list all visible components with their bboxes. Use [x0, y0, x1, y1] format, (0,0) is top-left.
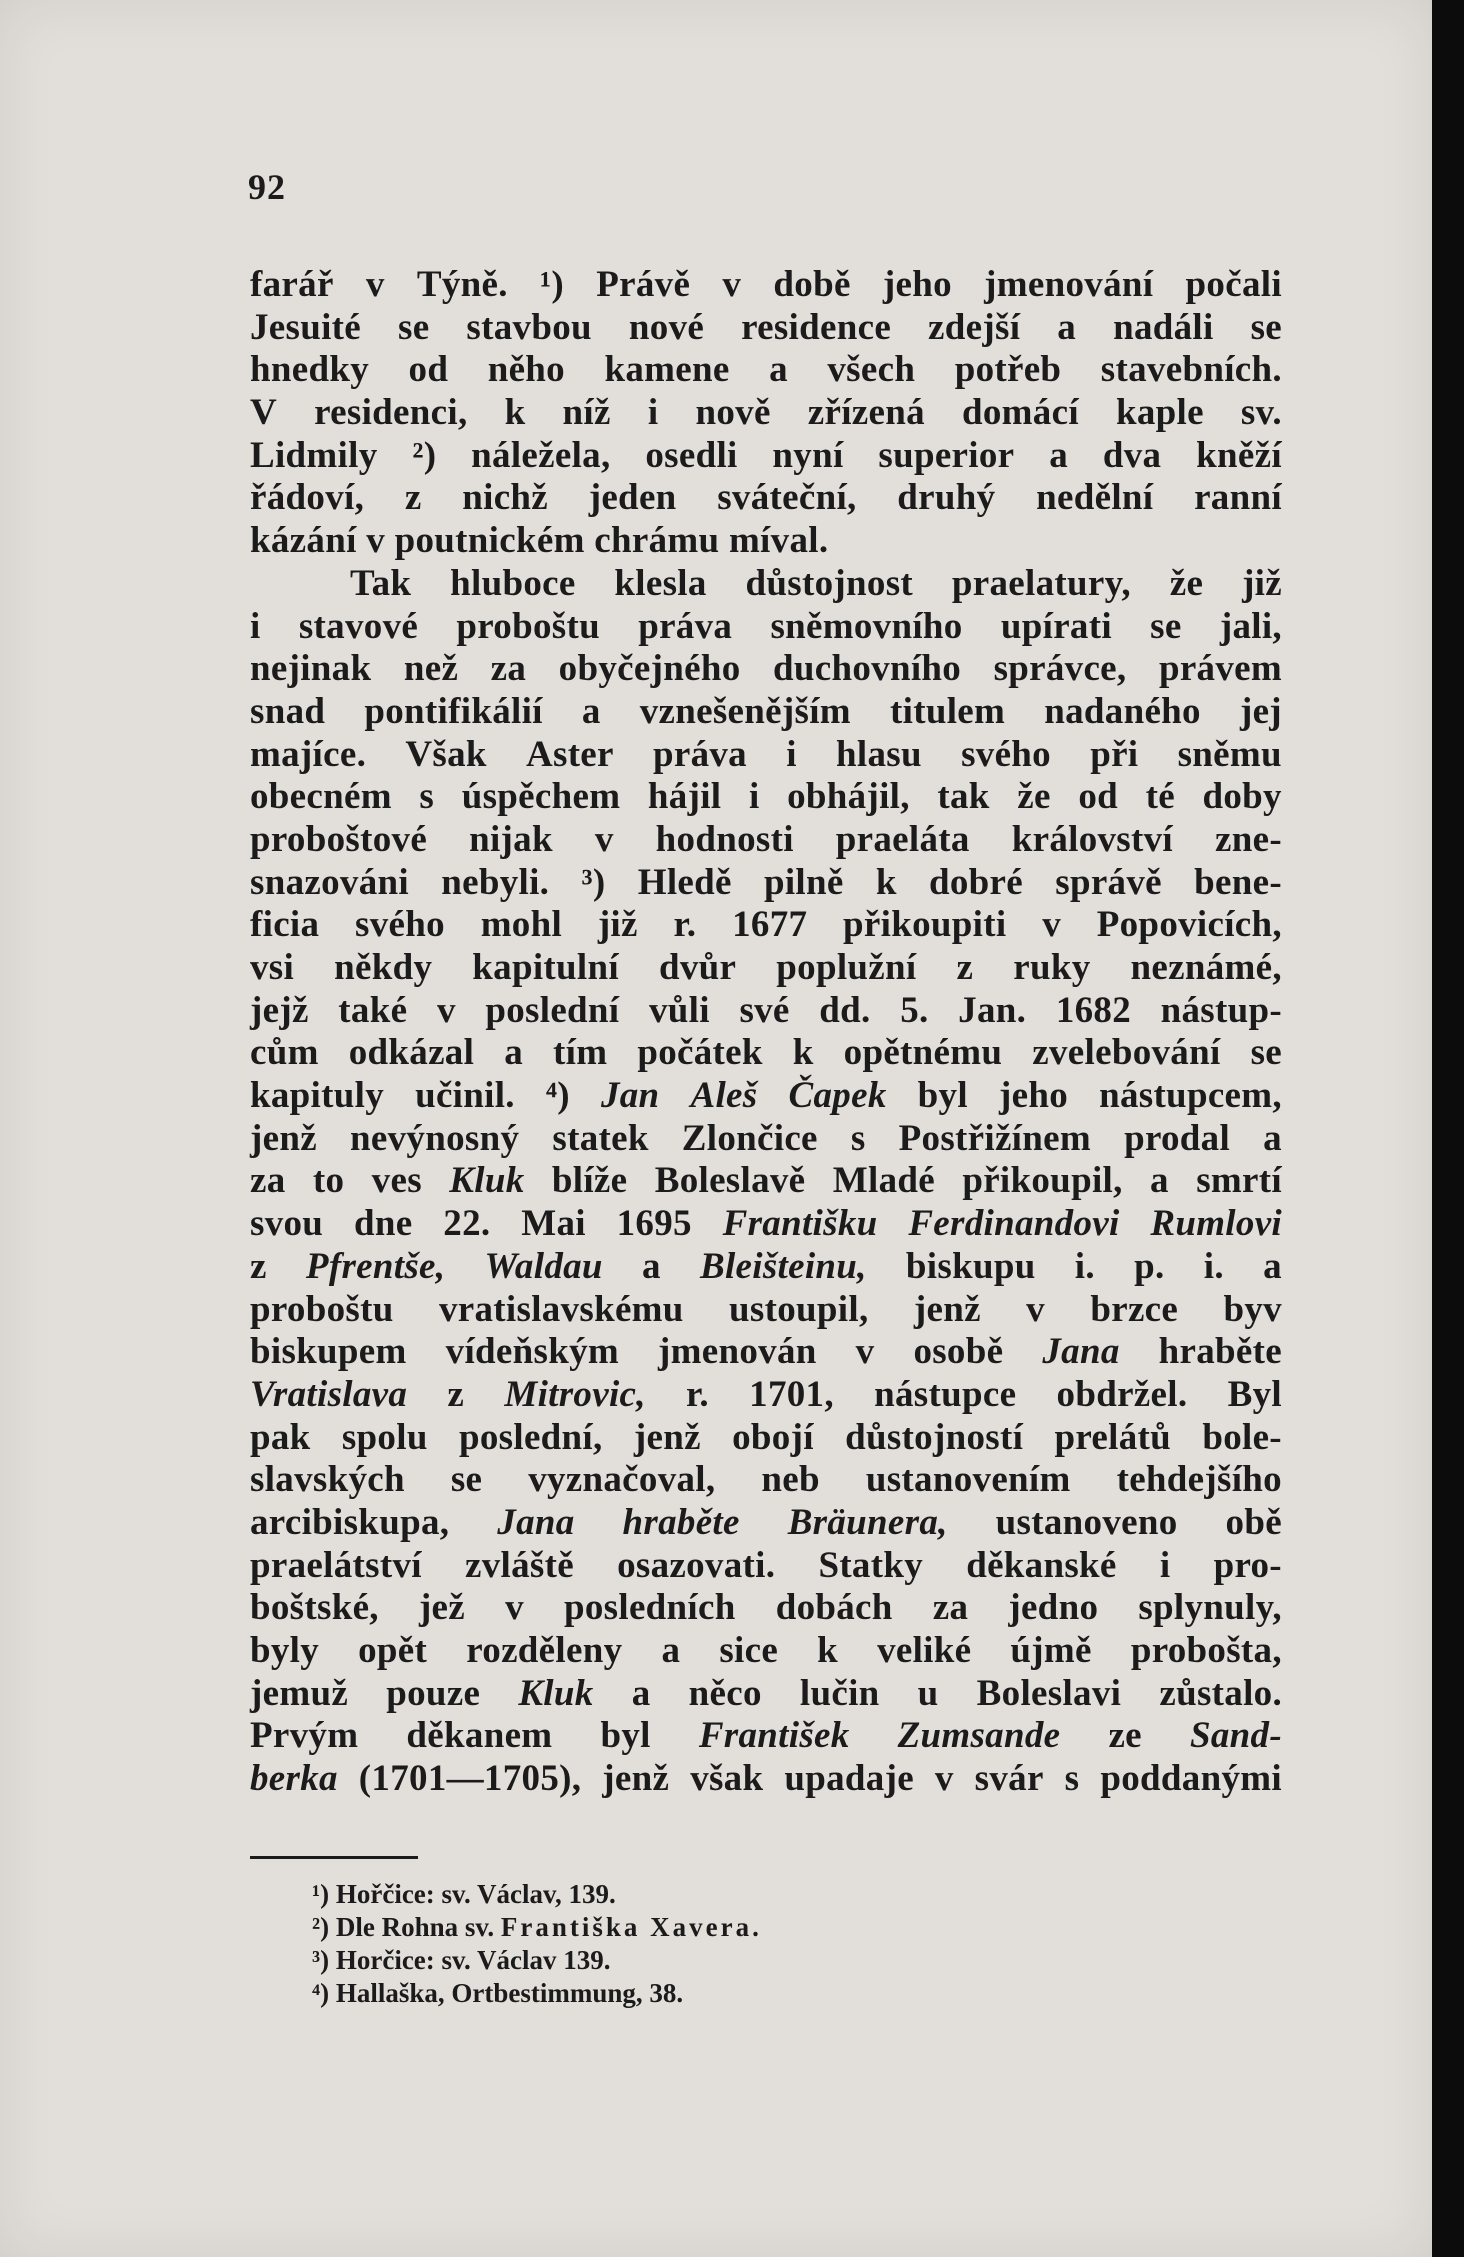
- text-line: byly opět rozděleny a sice k veliké újmě probošta,: [250, 1630, 1282, 1671]
- text-line: jejž také v poslední vůli své dd. 5. Jan. 1682 nástup-: [250, 989, 1282, 1031]
- body-text: [250, 264, 1282, 1801]
- footnote-2: ²) Dle Rohna sv. Františka Xavera.: [312, 1912, 759, 1942]
- text-line: slavských se vyznačoval, neb ustanovením tehdejšího: [250, 1459, 1282, 1501]
- footnote-marker: ¹): [312, 1879, 330, 1909]
- footnote-text: Horčice: sv. Václav 139.: [335, 1945, 611, 1975]
- text-line: Lidmily ²) náležela, osedli nyní superior a dva kněží: [250, 434, 1282, 476]
- footnote-marker: ²): [312, 1912, 330, 1942]
- text-line: arcibiskupa, Jana hraběte Bräunera, ustanoveno obě: [250, 1501, 1282, 1543]
- footnote-1: [312, 1878, 1072, 1911]
- footnotes: [312, 1878, 1072, 2010]
- page-number: 92: [248, 167, 286, 207]
- footnote-text: Hallaška, Ortbestimmung, 38.: [335, 1978, 684, 2008]
- text-line: svou dne 22. Mai 1695 Františku Ferdinandovi Rumlovi: [250, 1203, 1282, 1245]
- text-line: Tak hluboce klesla důstojnost praelatury, že již: [350, 562, 1282, 604]
- footnote-text: Hořčice: sv. Václav, 139.: [335, 1879, 616, 1909]
- text-line: z Pfrentše, Waldau a Bleišteinu, biskupu i. p. i. a: [250, 1245, 1282, 1287]
- text-line: hnedky od něho kamene a všech potřeb stavebních.: [250, 349, 1282, 391]
- text-line: V residenci, k níž i nově zřízená domácí kaple sv.: [250, 392, 1282, 434]
- text-line: snazováni nebyli. ³) Hledě pilně k dobré správě bene-: [250, 861, 1282, 903]
- text-line: ficia svého mohl již r. 1677 přikoupiti v Popovicích,: [250, 904, 1282, 946]
- text-line: praelátství zvláště osazovati. Statky děkanské i pro-: [250, 1544, 1282, 1586]
- footnote-4: [312, 1977, 1072, 2010]
- footnote-spaced-text: Františka Xavera: [500, 1912, 753, 1942]
- text-line: biskupem vídeňským jmenován v osobě Jana hraběte: [250, 1331, 1282, 1373]
- text-line: Prvým děkanem byl František Zumsande ze Sand-: [250, 1715, 1282, 1757]
- text-line: berka (1701—1705), jenž však upadaje v svár s poddanými: [250, 1758, 1282, 1800]
- scan-dark-edge: [1432, 0, 1464, 2257]
- text-line: jemuž pouze Kluk a něco lučin u Boleslavi zůstalo.: [250, 1672, 1282, 1714]
- text-line: snad pontifikálií a vznešenějším titulem nadaného jej: [250, 690, 1282, 732]
- text-line: vsi někdy kapitulní dvůr poplužní z ruky neznámé,: [250, 947, 1282, 988]
- text-line: Jesuité se stavbou nové residence zdejší a nadáli se: [250, 306, 1282, 348]
- text-line: jenž nevýnosný statek Zlončice s Postřižínem prodal a: [250, 1117, 1282, 1159]
- footnote-marker: ⁴): [312, 1978, 330, 2008]
- text-line: proboštové nijak v hodnosti praeláta království zne-: [250, 818, 1282, 860]
- text-line: Vratislava z Mitrovic, r. 1701, nástupce obdržel. Byl: [250, 1373, 1282, 1415]
- text-line: cům odkázal a tím počátek k opětnému zvelebování se: [250, 1032, 1282, 1074]
- footnote-marker: ³): [312, 1945, 330, 1975]
- text-line: farář v Týně. ¹) Právě v době jeho jmenování počali: [250, 264, 1282, 305]
- text-line: kapituly učinil. ⁴) Jan Aleš Čapek byl jeho nástupcem,: [250, 1075, 1282, 1117]
- text-line: proboštu vratislavskému ustoupil, jenž v brzce byv: [250, 1288, 1282, 1330]
- text-line: nejinak než za obyčejného duchovního správce, právem: [250, 648, 1282, 690]
- text-line: boštské, jež v posledních dobách za jedno splynuly,: [250, 1587, 1282, 1629]
- text-line: i stavové proboštu práva sněmovního upírati se jali,: [250, 605, 1282, 647]
- text-line: majíce. Však Aster práva i hlasu svého při sněmu: [250, 733, 1282, 775]
- text-line: kázání v poutnickém chrámu míval.: [250, 520, 829, 562]
- text-line: obecném s úspěchem hájil i obhájil, tak že od té doby: [250, 776, 1282, 818]
- text-line: pak spolu poslední, jenž obojí důstojností prelátů bole-: [250, 1416, 1282, 1458]
- text-line: řádoví, z nichž jeden sváteční, druhý nedělní ranní: [250, 477, 1282, 519]
- footnote-3: [312, 1944, 1072, 1977]
- footnote-divider: [250, 1856, 418, 1859]
- footnote-text: Dle Rohna sv.: [335, 1912, 495, 1942]
- text-line: za to ves Kluk blíže Boleslavě Mladé přikoupil, a smrtí: [250, 1160, 1282, 1202]
